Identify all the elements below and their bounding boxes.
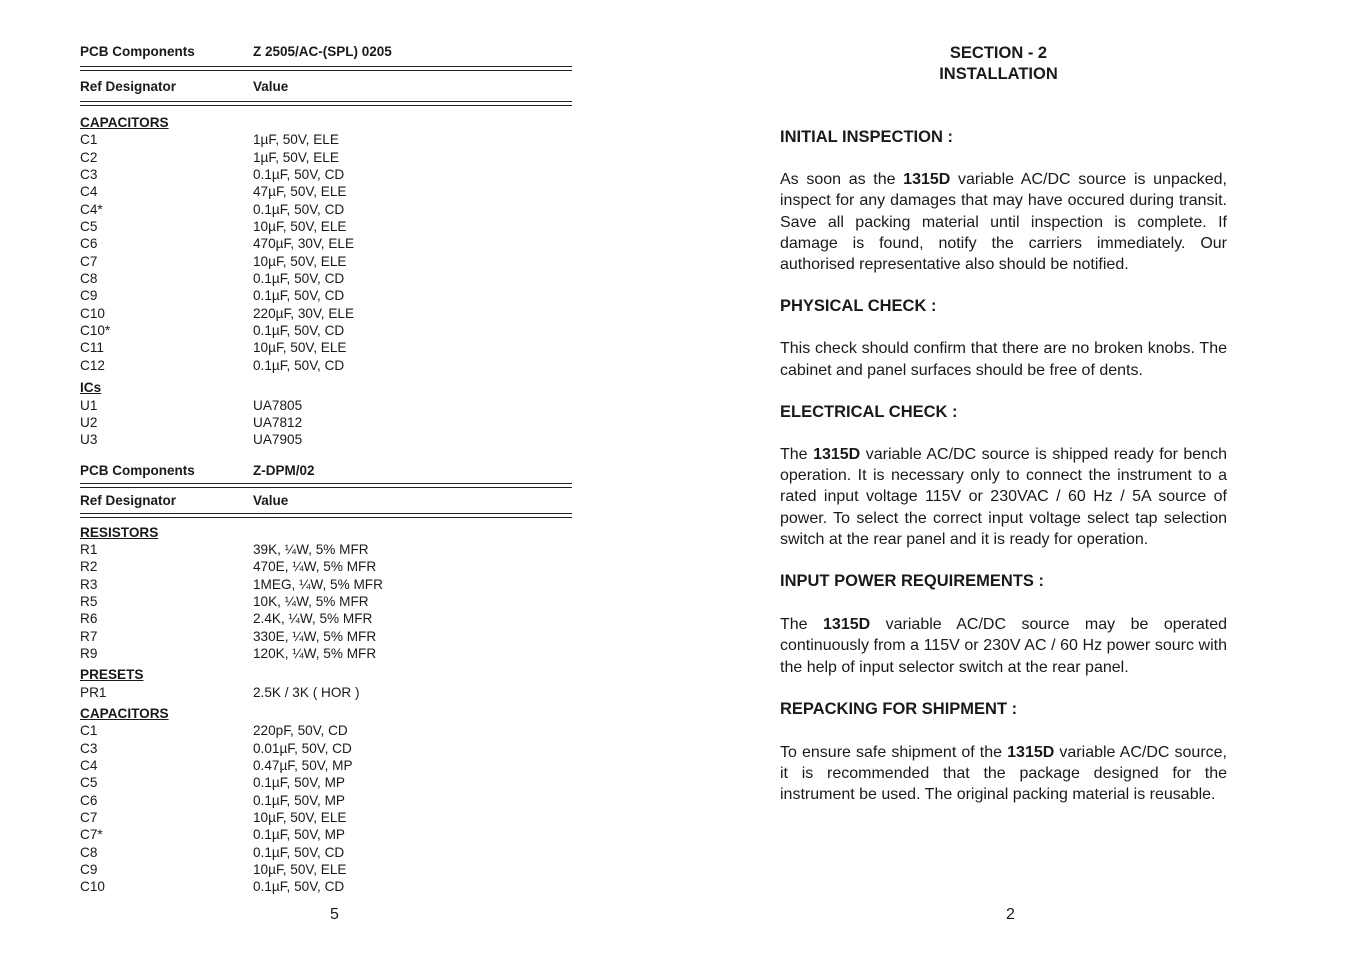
heading-input-power: INPUT POWER REQUIREMENTS : (780, 572, 1045, 591)
component-value: 0.1µF, 50V, CD (253, 288, 345, 304)
component-value: 0.47µF, 50V, MP (253, 758, 353, 773)
section-title: INSTALLATION (939, 64, 1058, 83)
ref-designator: C6 (80, 792, 98, 808)
text-run: To ensure safe shipment of the (780, 744, 1008, 762)
component-value: 0.1µF, 50V, CD (253, 271, 345, 287)
header-pcb-components: PCB Components (80, 44, 195, 59)
ref-designator: C3 (80, 167, 98, 183)
ref-designator: C8 (80, 844, 98, 860)
ref-designator: R5 (80, 593, 98, 609)
table-row (80, 593, 572, 610)
section-title: RESISTORS (80, 524, 159, 540)
ref-designator: C2 (80, 149, 98, 165)
double-rule (80, 101, 572, 106)
component-value: 47µF, 50V, ELE (253, 184, 347, 200)
component-value: 2.5K / 3K ( HOR ) (253, 684, 360, 700)
component-value: 1MEG, ¼W, 5% MFR (253, 576, 383, 592)
text-run: variable AC/DC source may be operated continuously from a 115V or 230V AC / 60 Hz power sourc with the help of input selector switch at the rear panel. (780, 616, 1228, 676)
component-value: 470µF, 30V, ELE (253, 236, 355, 252)
table-row (80, 645, 572, 662)
table-body (80, 114, 572, 449)
component-value: 0.1µF, 50V, CD (253, 844, 345, 860)
model-number: 1315D (903, 171, 951, 189)
component-value: 10µF, 50V, ELE (253, 862, 347, 878)
table-row (80, 792, 572, 809)
page-number-right: 2 (1006, 906, 1015, 923)
table-body (80, 524, 572, 896)
table-subheader (80, 492, 572, 509)
component-value: 0.1µF, 50V, CD (253, 357, 345, 373)
component-value: 120K, ¼W, 5% MFR (253, 645, 377, 661)
table-subheader (80, 78, 572, 95)
ref-designator: PR1 (80, 684, 107, 700)
ref-designator: R3 (80, 576, 98, 592)
component-value: UA7812 (253, 414, 303, 430)
page-number-left: 5 (330, 906, 339, 923)
paragraph-input-power (780, 614, 1227, 678)
header-board-id: Z 2505/AC-(SPL) 0205 (253, 44, 392, 59)
component-value: 220µF, 30V, ELE (253, 305, 355, 321)
component-value: 10µF, 50V, ELE (253, 253, 347, 269)
table-row (80, 149, 572, 166)
ref-designator: C10 (80, 305, 105, 321)
header-ref-designator: Ref Designator (80, 79, 177, 94)
table-row (80, 218, 572, 235)
table-row (80, 253, 572, 270)
ref-designator: C9 (80, 288, 98, 304)
text-run: variable AC/DC source is shipped ready for bench operation. It is necessary only to connect the instrument to a rated input voltage 115V or 230VAC / 60 Hz / 5A source of power. To select the correct input voltage select tap selection switch at the rear panel and it is ready for operation. (780, 446, 1227, 548)
ref-designator: C7 (80, 253, 98, 269)
ref-designator: R9 (80, 645, 98, 661)
table-row (80, 757, 572, 774)
table-row (80, 322, 572, 339)
table-row (80, 878, 572, 895)
ref-designator: R7 (80, 628, 98, 644)
table-row (80, 305, 572, 322)
component-value: 0.1µF, 50V, CD (253, 879, 345, 895)
ref-designator: C4 (80, 184, 98, 200)
model-number: 1315D (823, 616, 871, 634)
table-row (80, 339, 572, 356)
pcb-components-table-1 (80, 43, 572, 449)
component-value: 39K, ¼W, 5% MFR (253, 541, 369, 557)
component-value: UA7805 (253, 397, 303, 413)
section-title: CAPACITORS (80, 705, 169, 721)
component-value: 10µF, 50V, ELE (253, 340, 347, 356)
text-run: variable AC/DC source, it is recommended that the package designed for the instrument be used. The original packing material is reusable. (780, 744, 1228, 804)
ref-designator: C4 (80, 758, 98, 773)
text-run: variable AC/DC source is unpacked, inspect for any damages that may have occured during transit. Save all packing material until inspection is complete. If damage is found, notify the carriers immediately. Our authorised representative also should be notified. (780, 171, 1227, 274)
parts-list-page (80, 43, 572, 896)
ref-designator: C10 (80, 879, 105, 895)
table-row (80, 684, 572, 701)
table-row (80, 431, 572, 448)
table-row (80, 414, 572, 431)
table-row (80, 826, 572, 843)
ref-designator: C12 (80, 357, 105, 373)
ref-designator: C6 (80, 236, 98, 252)
ref-designator: R1 (80, 541, 98, 557)
section-title: ICs (80, 380, 102, 396)
header-value: Value (253, 492, 289, 508)
table-row (80, 774, 572, 791)
table-row (80, 809, 572, 826)
table-row (80, 610, 572, 627)
paragraph-repacking (780, 742, 1227, 806)
header-pcb-components: PCB Components (80, 462, 195, 478)
component-value: 0.1µF, 50V, CD (253, 201, 345, 217)
table-row (80, 628, 572, 645)
ref-designator: C5 (80, 219, 98, 235)
heading-physical-check: PHYSICAL CHECK : (780, 297, 937, 316)
ref-designator: C7* (80, 827, 103, 843)
ref-designator: U3 (80, 432, 98, 448)
header-ref-designator: Ref Designator (80, 492, 177, 508)
component-value: 10µF, 50V, ELE (253, 810, 347, 826)
text-run: The (780, 446, 814, 464)
component-value: 10µF, 50V, ELE (253, 219, 347, 235)
table-row (80, 201, 572, 218)
component-value: 1µF, 50V, ELE (253, 149, 339, 165)
ref-designator: R6 (80, 611, 98, 627)
section-title: CAPACITORS (80, 115, 169, 130)
text-run: The (780, 616, 824, 634)
model-number: 1315D (1007, 744, 1055, 762)
component-value: 1µF, 50V, ELE (253, 132, 339, 148)
table-row (80, 131, 572, 148)
heading-electrical-check: ELECTRICAL CHECK : (780, 402, 958, 421)
table-row (80, 740, 572, 757)
text-run: As soon as the (780, 171, 904, 189)
header-value: Value (253, 79, 289, 94)
table-row (80, 844, 572, 861)
double-rule (80, 66, 572, 71)
paragraph-electrical-check (780, 444, 1227, 550)
table-row (80, 235, 572, 252)
component-value: UA7905 (253, 432, 303, 448)
component-value: 0.01µF, 50V, CD (253, 740, 352, 756)
component-value: 2.4K, ¼W, 5% MFR (253, 611, 373, 627)
header-board-id: Z-DPM/02 (253, 462, 315, 478)
section-number: SECTION - 2 (949, 44, 1048, 62)
installation-page (780, 43, 1227, 806)
component-value: 470E, ¼W, 5% MFR (253, 559, 377, 575)
component-value: 0.1µF, 50V, MP (253, 792, 345, 808)
table-row (80, 270, 572, 287)
table-row (80, 357, 572, 374)
ref-designator: C8 (80, 271, 98, 287)
pcb-components-table-2 (80, 462, 572, 896)
ref-designator: C9 (80, 862, 98, 878)
table-row (80, 166, 572, 183)
table-row (80, 397, 572, 414)
ref-designator: C1 (80, 132, 98, 148)
paragraph-physical-check: This check should confirm that there are no broken knobs. The cabinet and panel surfaces should be free of dents. (780, 340, 1227, 379)
table-row (80, 861, 572, 878)
ref-designator: C10* (80, 323, 111, 339)
component-value: 0.1µF, 50V, MP (253, 827, 345, 843)
ref-designator: C1 (80, 723, 98, 739)
ref-designator: C4* (80, 201, 103, 217)
component-value: 0.1µF, 50V, CD (253, 167, 345, 183)
component-value: 0.1µF, 50V, MP (253, 775, 345, 791)
component-value: 10K, ¼W, 5% MFR (253, 593, 369, 609)
section-title: PRESETS (80, 667, 144, 683)
component-value: 220pF, 50V, CD (253, 723, 348, 739)
ref-designator: C3 (80, 740, 98, 756)
ref-designator: C11 (80, 340, 104, 356)
model-number: 1315D (813, 446, 861, 464)
table-row (80, 722, 572, 739)
double-rule (80, 513, 572, 518)
ref-designator: C5 (80, 775, 98, 791)
table-row (80, 183, 572, 200)
table-header (80, 43, 572, 60)
double-rule (80, 483, 572, 488)
component-value: 330E, ¼W, 5% MFR (253, 628, 377, 644)
component-value: 0.1µF, 50V, CD (253, 323, 345, 339)
ref-designator: C7 (80, 810, 98, 826)
paragraph-initial-inspection (780, 169, 1227, 275)
table-row (80, 287, 572, 304)
ref-designator: R2 (80, 559, 98, 575)
table-row (80, 541, 572, 558)
table-header (80, 462, 572, 479)
table-row (80, 558, 572, 575)
ref-designator: U2 (80, 414, 98, 430)
heading-initial-inspection: INITIAL INSPECTION : (780, 128, 953, 146)
heading-repacking: REPACKING FOR SHIPMENT : (780, 699, 1018, 718)
ref-designator: U1 (80, 397, 98, 413)
table-row (80, 576, 572, 593)
